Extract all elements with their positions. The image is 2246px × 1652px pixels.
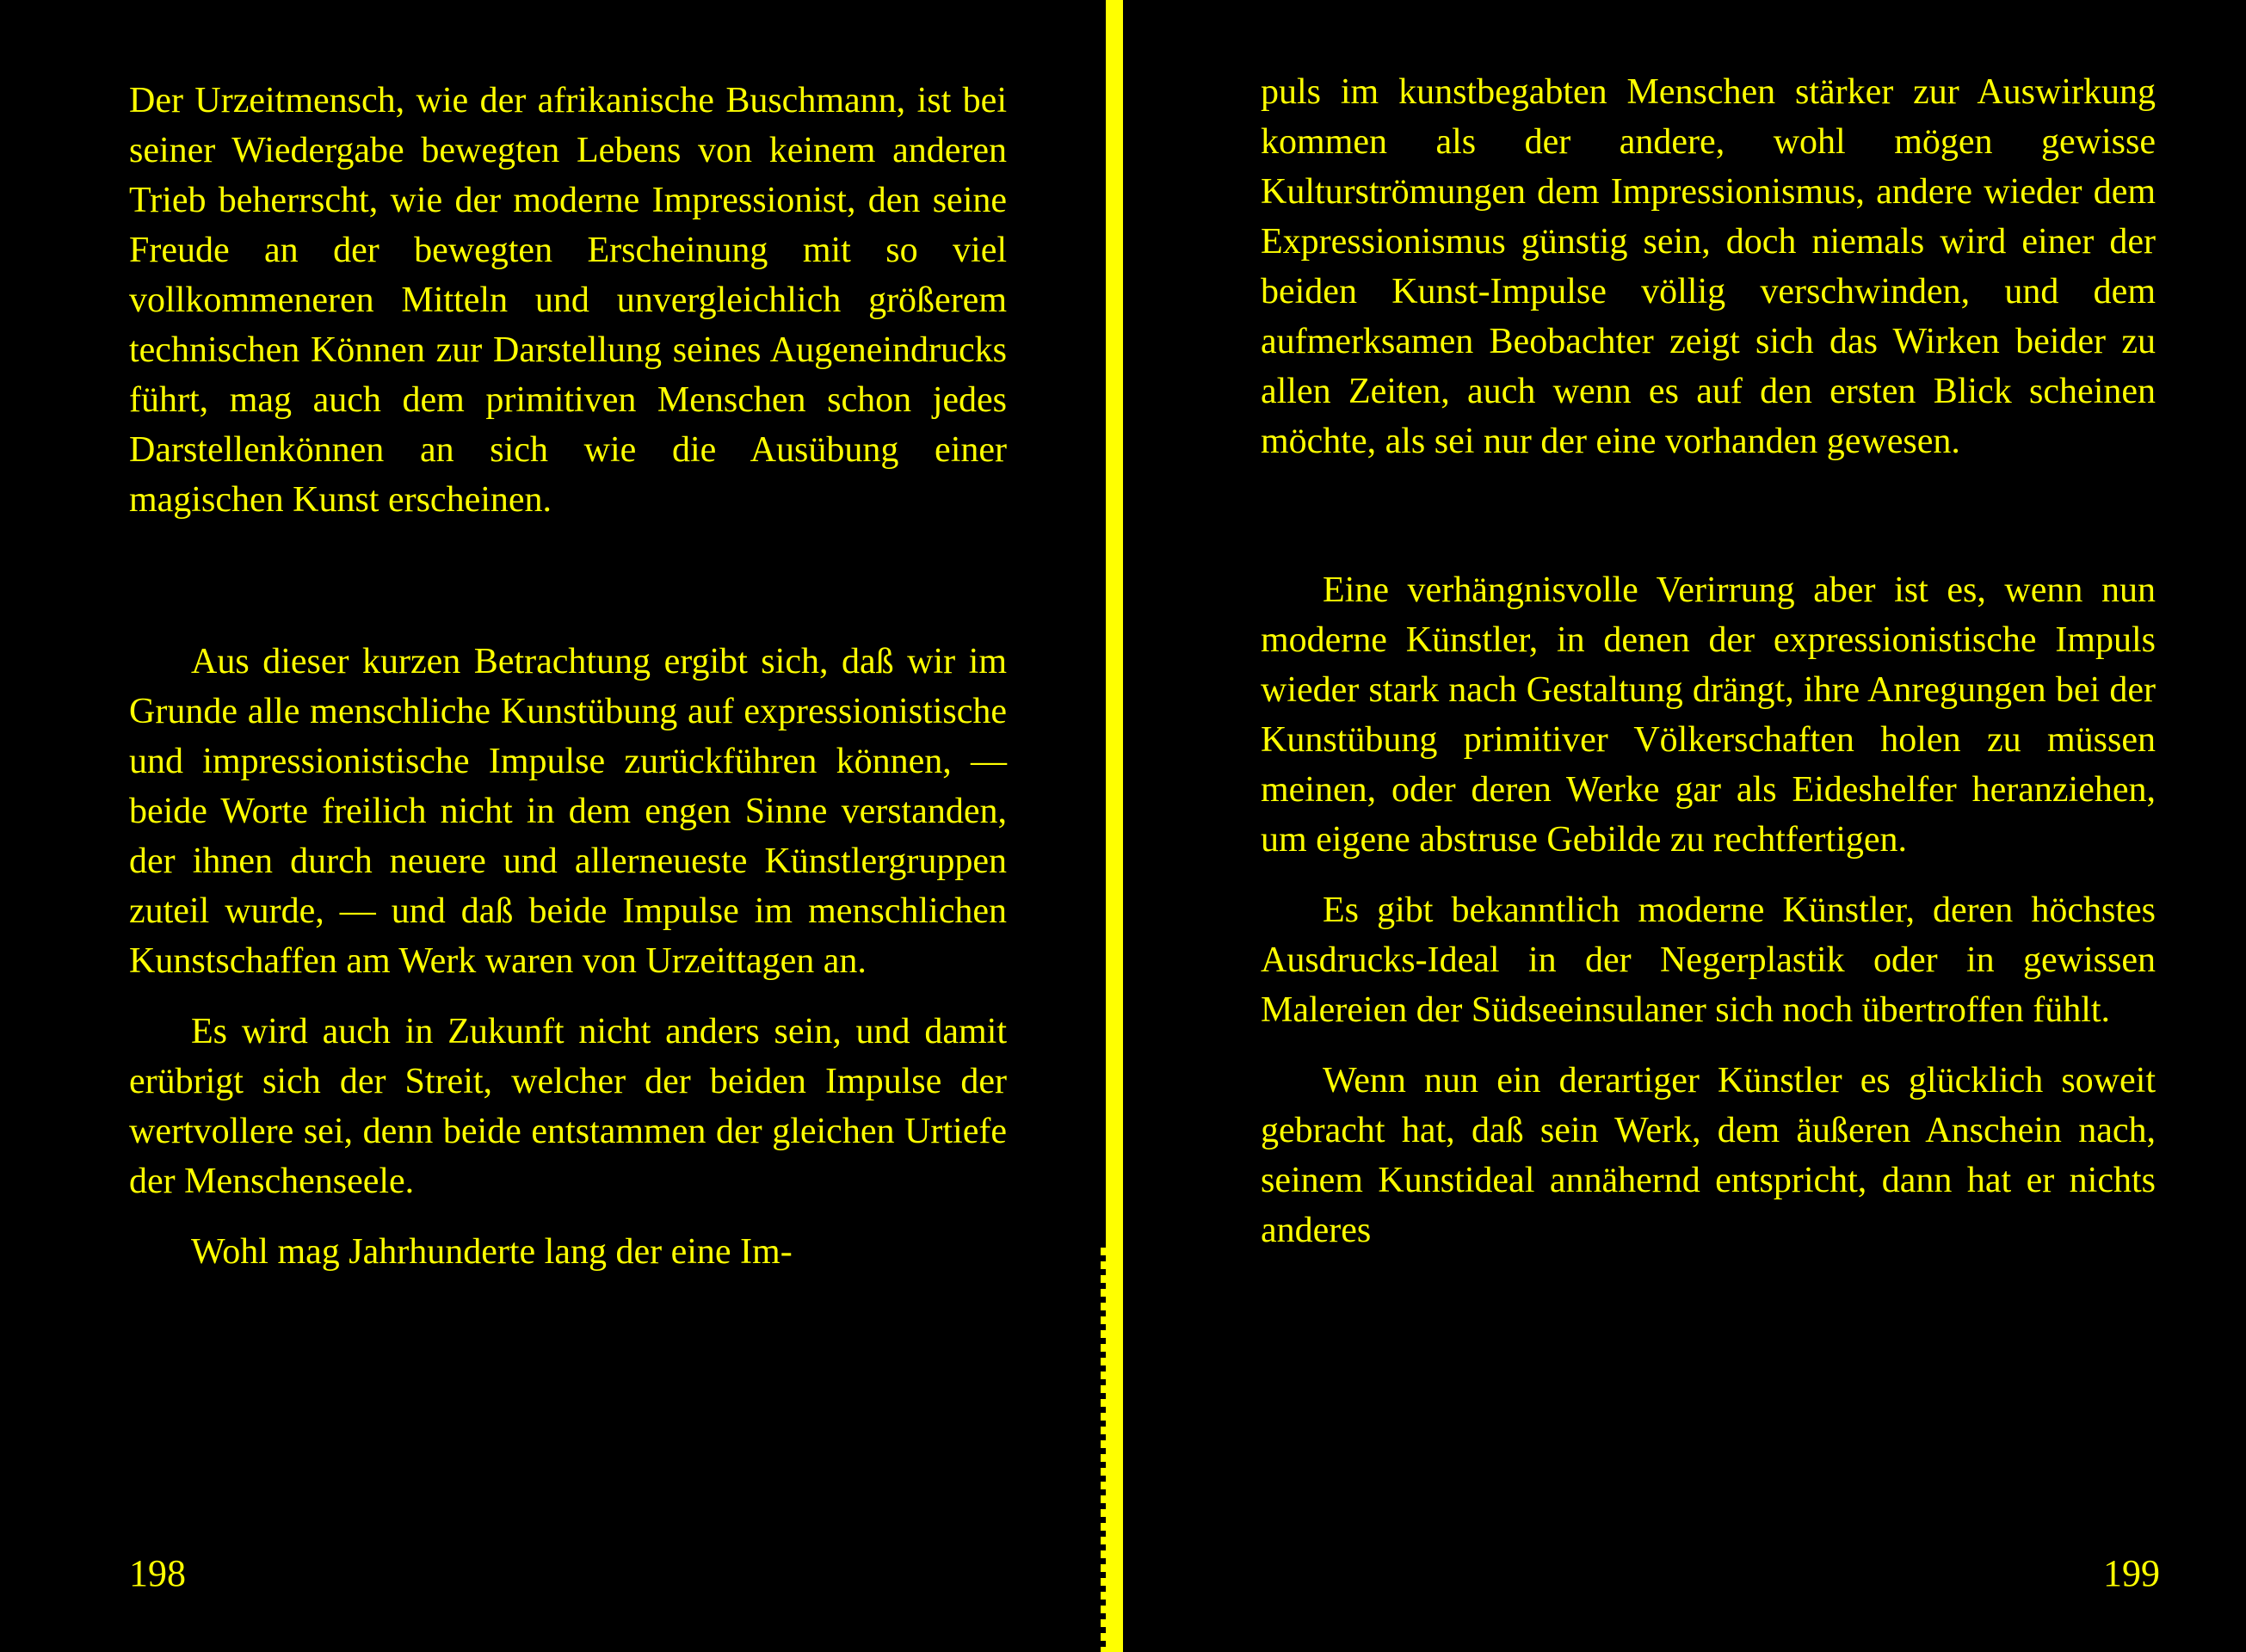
left-page [0,0,1106,1652]
right-paragraph-1: puls im kunstbegabten Menschen stärker zur Auswirkung kommen als der andere, wohl mögen gewisse Kulturströmungen dem Impressionismus, andere wieder dem Expressionismus günstig sein, doch niemals wird einer der beiden Kunst-Impulse völlig verschwinden, und dem aufmerksamen Beobachter zeigt sich das Wirken beider zu allen Zeiten, auch wenn es auf den ersten Blick scheinen möchte, als sei nur der eine vorhanden gewesen. [1261,72,2156,461]
right-page [1123,0,2246,1652]
right-text-column [1261,67,2156,1255]
left-paragraph-3: Es wird auch in Zukunft nicht anders sein, und damit erübrigt sich der Streit, welcher der beiden Impulse der wertvollere sei, denn beide entstammen der gleichen Urtiefe der Menschenseele. [129,1012,1007,1201]
left-paragraph-1: Der Urzeitmensch, wie der afrikanische Buschmann, ist bei seiner Wiedergabe bewegten Lebens von keinem anderen Trieb beherrscht, wie der moderne Impressionist, den seine Freude an der bewegten Erscheinung mit so viel vollkommeneren Mitteln und unvergleichlich größerem technischen Können zur Darstellung seines Augeneindrucks führt, mag auch dem primitiven Menschen schon jedes Darstellenkönnen an sich wie die Ausübung einer magischen Kunst erscheinen. [129,81,1007,520]
left-paragraph-2: Aus dieser kurzen Betrachtung ergibt sich, daß wir im Grunde alle menschliche Kunstübung auf expressionistische und impressionistische Impulse zurückführen können, — beide Worte freilich nicht in dem engen Sinne verstanden, der ihnen durch neuere und allerneueste Künstlergruppen zuteil wurde, — und daß beide Impulse im menschlichen Kunstschaffen am Werk waren von Urzeittagen an. [129,642,1007,981]
right-paragraph-2: Eine verhängnisvolle Verirrung aber ist es, wenn nun moderne Künstler, in denen der expressionistische Impuls wieder stark nach Gestaltung drängt, ihre Anregungen bei der Kunstübung primitiver Völkerschaften holen zu müssen meinen, oder deren Werke gar als Eideshelfer heranziehen, um eigene abstruse Gebilde zu rechtfertigen. [1261,570,2156,860]
left-paragraph-4: Wohl mag Jahrhunderte lang der eine Im- [191,1232,793,1272]
right-paragraph-4: Wenn nun ein derartiger Künstler es glücklich soweit gebracht hat, daß sein Werk, dem äußeren Anschein nach, seinem Kunstideal annähernd entspricht, dann hat er nichts anderes [1261,1061,2156,1250]
book-spine [1106,0,1123,1652]
left-page-number: 198 [129,1552,186,1594]
page-edge [1101,1248,1106,1652]
right-page-number: 199 [2103,1552,2160,1594]
right-paragraph-3: Es gibt bekanntlich moderne Künstler, deren höchstes Ausdrucks-Ideal in der Negerplastik oder in gewissen Malereien der Südseeinsulaner sich noch übertroffen fühlt. [1261,891,2156,1030]
left-text-column [129,76,1007,1277]
